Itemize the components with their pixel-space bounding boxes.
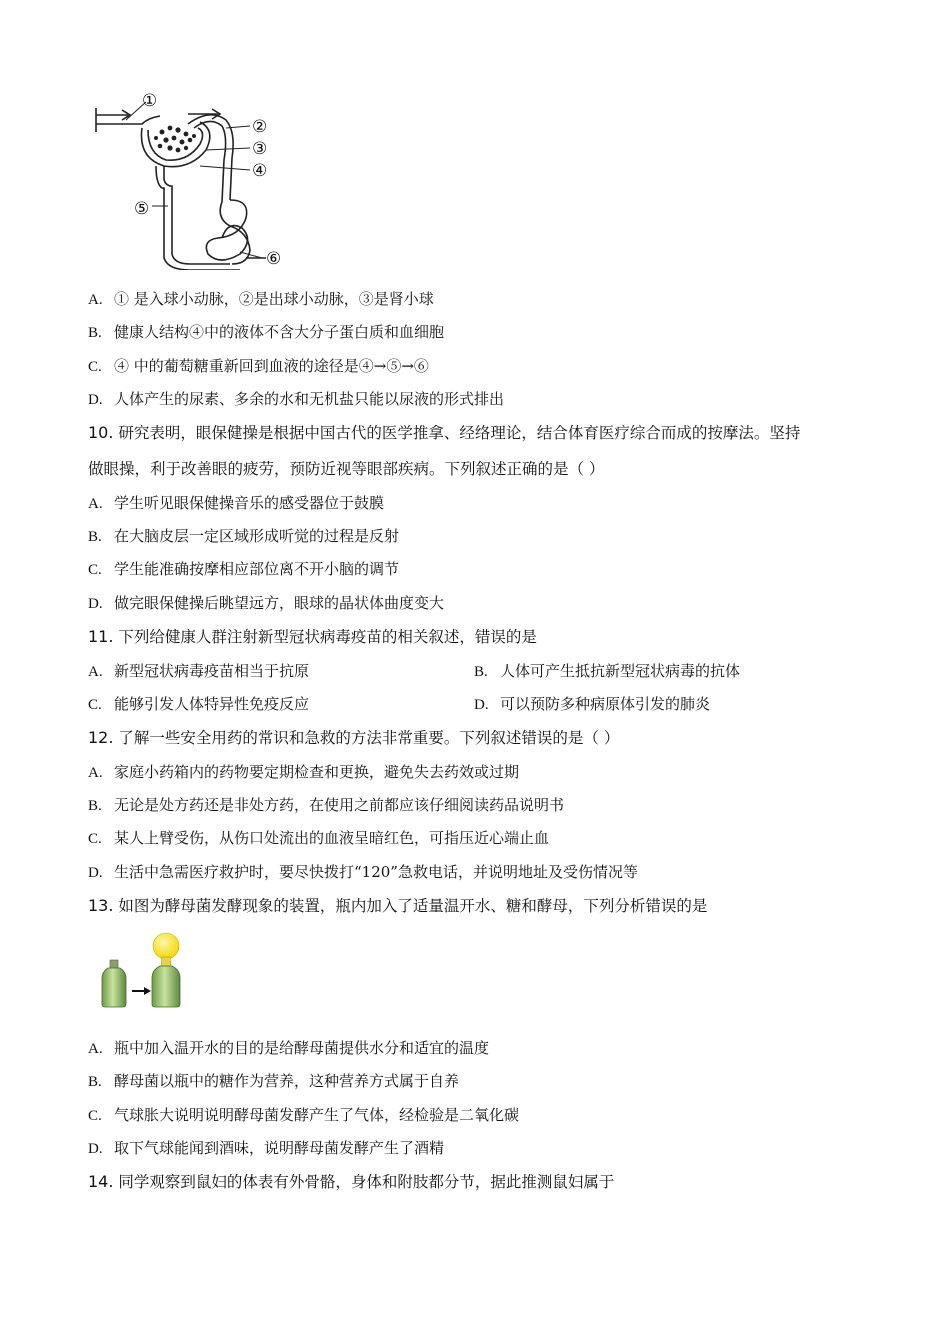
- q11-option-b: [474, 660, 740, 681]
- q10-stem-line2: 做眼操，利于改善眼的疲劳，预防近视等眼部疾病。下列叙述正确的是（ ）: [88, 460, 605, 478]
- option-key: B.: [88, 798, 102, 814]
- question-number: 14.: [88, 1172, 114, 1191]
- option-key: D.: [88, 392, 103, 408]
- option-key: A.: [88, 496, 103, 512]
- q11-option-a: [88, 660, 309, 681]
- question-stem: 下列给健康人群注射新型冠状病毒疫苗的相关叙述，错误的是: [118, 628, 537, 646]
- q12-option-a: [88, 761, 519, 782]
- question-stem: 同学观察到鼠妇的体表有外骨骼，身体和附肢都分节，据此推测鼠妇属于: [118, 1173, 615, 1191]
- question-stem: 研究表明，眼保健操是根据中国古代的医学推拿、经络理论，结合体育医疗综合而成的按摩法。坚持: [118, 424, 801, 442]
- option-key: A.: [88, 1041, 103, 1057]
- option-key: C.: [88, 1108, 102, 1124]
- option-text: 气球胀大说明说明酵母菌发酵产生了气体，经检验是二氧化碳: [114, 1106, 520, 1124]
- fermentation-diagram: [100, 930, 190, 1010]
- option-key: D.: [474, 697, 489, 713]
- q9-option-a: [88, 288, 434, 309]
- option-key: D.: [88, 596, 103, 612]
- q13-option-a: [88, 1037, 489, 1058]
- option-text: 家庭小药箱内的药物要定期检查和更换，避免失去药效或过期: [114, 763, 520, 781]
- option-text: 取下气球能闻到酒味，说明酵母菌发酵产生了酒精: [114, 1139, 445, 1157]
- option-text: 无论是处方药还是非处方药，在使用之前都应该仔细阅读药品说明书: [114, 796, 565, 814]
- marker-2: ②: [252, 117, 268, 137]
- marker-6: ⑥: [266, 249, 282, 269]
- option-key: C.: [88, 831, 102, 847]
- q9-option-b: [88, 321, 444, 342]
- q14-stem: [88, 1170, 614, 1192]
- question-stem: 如图为酵母菌发酵现象的装置，瓶内加入了适量温开水、糖和酵母，下列分析错误的是: [118, 897, 708, 915]
- option-text: ④ 中的葡萄糖重新回到血液的途径是④→⑤→⑥: [114, 357, 429, 375]
- option-key: A.: [88, 765, 103, 781]
- option-key: C.: [88, 359, 102, 375]
- q12-stem: [88, 726, 619, 748]
- option-key: B.: [88, 325, 102, 341]
- q10-stem-line1: [88, 421, 800, 443]
- question-number: 13.: [88, 896, 114, 915]
- q9-option-d: [88, 388, 504, 409]
- option-text: 可以预防多种病原体引发的肺炎: [500, 695, 711, 713]
- option-text: 做完眼保健操后眺望远方，眼球的晶状体曲度变大: [114, 594, 445, 612]
- q11-option-d: [474, 693, 710, 714]
- option-key: D.: [88, 1141, 103, 1157]
- option-key: C.: [88, 562, 102, 578]
- question-number: 12.: [88, 728, 114, 747]
- q10-option-b: [88, 525, 399, 546]
- arrow-icon: [132, 987, 151, 995]
- option-key: A.: [88, 664, 103, 680]
- q10-option-c: [88, 558, 399, 579]
- q13-stem: [88, 894, 707, 916]
- q9-option-c: [88, 355, 429, 376]
- option-key: B.: [88, 1074, 102, 1090]
- marker-3: ③: [252, 139, 268, 159]
- option-text: 学生能准确按摩相应部位离不开小脑的调节: [114, 560, 400, 578]
- option-key: C.: [88, 697, 102, 713]
- option-text: ① 是入球小动脉，②是出球小动脉，③是肾小球: [114, 290, 434, 308]
- option-key: D.: [88, 865, 103, 881]
- question-stem: 了解一些安全用药的常识和急救的方法非常重要。下列叙述错误的是（ ）: [118, 729, 620, 747]
- question-number: 11.: [88, 627, 114, 646]
- option-key: A.: [88, 292, 103, 308]
- option-text: 人体可产生抵抗新型冠状病毒的抗体: [500, 662, 741, 680]
- option-text: 生活中急需医疗救护时，要尽快拨打“120”急救电话，并说明地址及受伤情况等: [114, 863, 638, 881]
- option-text: 某人上臂受伤，从伤口处流出的血液呈暗红色，可指压近心端止血: [114, 829, 550, 847]
- marker-1: ①: [142, 91, 158, 111]
- option-key: B.: [474, 664, 488, 680]
- bottle-after: [152, 933, 180, 1007]
- marker-4: ④: [252, 161, 268, 181]
- question-number: 10.: [88, 423, 114, 442]
- q12-option-b: [88, 794, 564, 815]
- marker-5: ⑤: [134, 199, 150, 219]
- option-text: 酵母菌以瓶中的糖作为营养，这种营养方式属于自养: [114, 1072, 460, 1090]
- q13-option-b: [88, 1070, 459, 1091]
- option-key: B.: [88, 529, 102, 545]
- option-text: 人体产生的尿素、多余的水和无机盐只能以尿液的形式排出: [114, 390, 505, 408]
- option-text: 能够引发人体特异性免疫反应: [114, 695, 310, 713]
- option-text: 新型冠状病毒疫苗相当于抗原: [114, 662, 310, 680]
- option-text: 在大脑皮层一定区域形成听觉的过程是反射: [114, 527, 400, 545]
- q10-option-a: [88, 492, 384, 513]
- q13-option-d: [88, 1137, 444, 1158]
- q11-option-c: [88, 693, 309, 714]
- q12-option-d: [88, 861, 638, 882]
- option-text: 健康人结构④中的液体不含大分子蛋白质和血细胞: [114, 323, 445, 341]
- q12-option-c: [88, 827, 549, 848]
- q10-option-d: [88, 592, 444, 613]
- bottle-before: [102, 960, 126, 1007]
- q11-stem: [88, 625, 537, 647]
- nephron-diagram: [90, 88, 295, 270]
- option-text: 学生听见眼保健操音乐的感受器位于鼓膜: [114, 494, 385, 512]
- q13-option-c: [88, 1104, 519, 1125]
- option-text: 瓶中加入温开水的目的是给酵母菌提供水分和适宜的温度: [114, 1039, 490, 1057]
